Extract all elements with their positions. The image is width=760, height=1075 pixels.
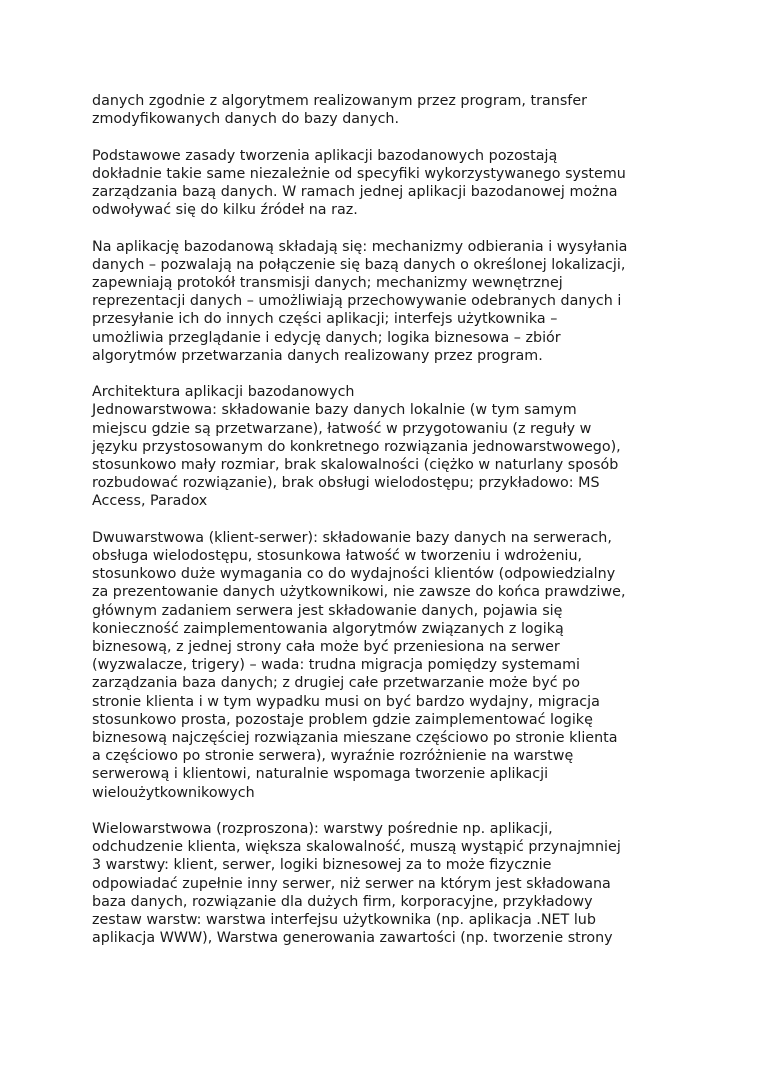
section-heading: Architektura aplikacji bazodanowych — [92, 384, 355, 401]
paragraph-transfer: danych zgodnie z algorytmem realizowanym przez program, transfer zmodyfikowanych danych do bazy danych. — [92, 93, 587, 128]
paragraph-components: Na aplikację bazodanową składają się: mechanizmy odbierania i wysyłania danych – pozwalają na połączenie się bazą danych o określonej lokalizacji, zapewniają protokół transmisji danych; mechanizmy wewnętrznej reprezentacji danych – umożliwiają przechowywanie odebranych danych i przesyłanie ich do innych części aplikacji; interfejs użytkownika – umożliwia przeglądanie i edycję danych; logika biznesowa – zbiór algorytmów przetwarzania danych realizowany przez program. — [92, 238, 628, 364]
paragraph-multi-tier: Wielowarstwowa (rozproszona): warstwy pośrednie np. aplikacji, odchudzenie klienta, większa skalowalność, muszą wystąpić przynajmniej 3 warstwy: klient, serwer, logiki biznesowej za to może fizycznie odpowiadać zupełnie inny serwer, niż serwer na którym jest składowana baza danych, rozwiązanie dla dużych firm, korporacyjne, przykładowy zestaw warstw: warstwa interfejsu użytkownika (np. aplikacja .NET lub aplikacja WWW), Warstwa generowania zawartości (np. tworzenie strony — [92, 821, 621, 947]
paragraph-two-tier: Dwuwarstwowa (klient-serwer): składowanie bazy danych na serwerach, obsługa wielodostępu, stosunkowa łatwość w tworzeniu i wdrożeniu, stosunkowo duże wymagania co do wydajności klientów (odpowiedzialny za prezentowanie danych użytkownikowi, nie zawsze do końca prawdziwe, głównym zadaniem serwera jest składowanie danych, pojawia się konieczność zaimplementowania algorytmów związanych z logiką biznesową, z jednej strony cała może być przeniesiona na serwer (wyzwalacze, trigery) – wada: trudna migracja pomiędzy systemami zarządzania baza danych; z drugiej całe przetwarzanie może być po stronie klienta i w tym wypadku musi on być bardzo wydajny, migracja stosunkowo prosta, pozostaje problem gdzie zaimplementować logikę biznesową najczęściej rozwiązania mieszane częściowo po stronie klienta a częściowo po stronie serwera), wyraźnie rozróżnienie na warstwę serwerową i klientowi, naturalnie wspomaga tworzenie aplikacji wieloużytkownikowych — [92, 529, 626, 801]
paragraph-single-tier: Jednowarstwowa: składowanie bazy danych lokalnie (w tym samym miejscu gdzie są przetwarzane), łatwość w przygotowaniu (z reguły w języku przystosowanym do konkretnego rozwiązania jednowarstwowego), stosunkowo mały rozmiar, brak skalowalności (ciężko w naturlany sposób rozbudować rozwiązanie), brak obsługi wielodostępu; przykładowo: MS Access, Paradox — [92, 402, 621, 510]
paragraph-basic-rules: Podstawowe zasady tworzenia aplikacji bazodanowych pozostają dokładnie takie same niezależnie od specyfiki wykorzystywanego systemu zarządzania bazą danych. W ramach jednej aplikacji bazodanowej można odwoływać się do kilku źródeł na raz. — [92, 147, 626, 219]
document-page — [92, 92, 682, 966]
